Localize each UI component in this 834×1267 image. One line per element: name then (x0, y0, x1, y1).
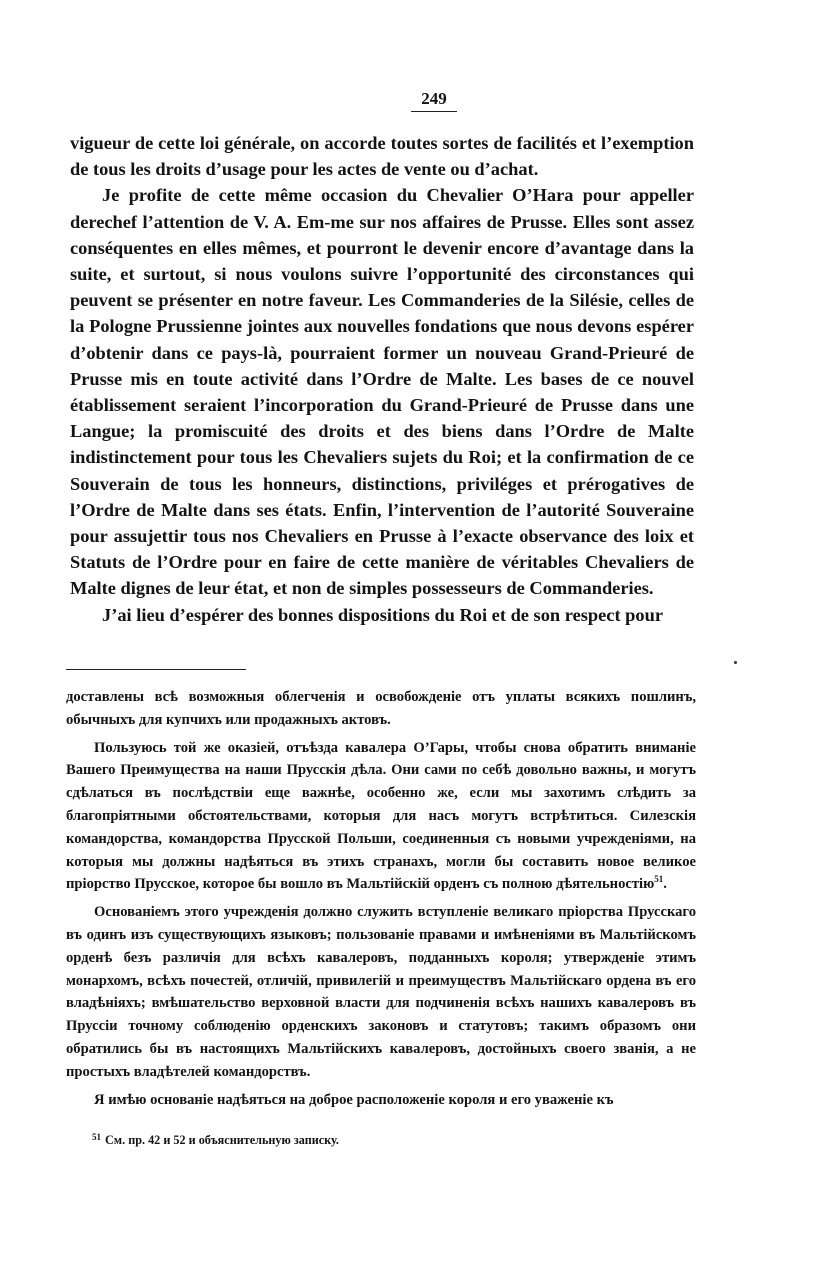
footnote-separator-rule (66, 669, 246, 670)
russian-paragraph: Пользуюсь той же оказіей, отъѣзда кавалера О’Гары, чтобы снова обратить вниманіе Вашего Преимущества на наши Прусскія дѣла. Они сами по себѣ довольно важны, и могутъ сдѣлаться въ послѣдствіи еще важнѣе, особенно же, если мы захотимъ слѣдить за благопріятными обстоятельствами, которыя для насъ могутъ встрѣтиться. Силезскія командорства, командорства Прусской Польши, соединенныя съ новыми учрежденіями, на которыя мы должны надѣяться въ этихъ странахъ, могли бы составить новое великое пріорство Прусское, которое бы вошло въ Мальтійскій орденъ съ полною дѣятельностію$^{51}$. (66, 739, 696, 893)
russian-paragraph: Основаніемъ этого учрежденія должно служить вступленіе великаго пріорства Прусскаго въ одинъ изъ существующихъ языковъ; пользованіе правами и имѣненіями въ Мальтійскомъ орденѣ безъ различія для всѣхъ кавалеровъ, подданныхъ короля; утвержденіе этимъ монархомъ, всѣхъ почестей, отличій, привилегій и преимуществъ Мальтійскаго ордена въ его владѣніяхъ; вмѣшательство верховной власти для подчиненія всѣхъ нашихъ кавалеровъ въ Пруссіи точному соблюденію орденскихъ законовъ и статутовъ; такимъ образомъ они обратились бы въ настоящихъ Мальтійскихъ кавалеровъ, достойныхъ своего званія, а не простыхъ владѣтелей командорствъ. (66, 904, 696, 1080)
footnote-mark: 51 (92, 1132, 101, 1142)
french-paragraph: vigueur de cette loi générale, on accorde toutes sortes de facilités et l’exemption de tous les droits d’usage pour les actes de vente ou d’achat. (70, 133, 694, 180)
russian-paragraph: доставлены всѣ возможныя облегченія и освобожденіе отъ уплаты всякихъ пошлинъ, обычныхъ для купчихъ или продажныхъ актовъ. (66, 689, 696, 728)
russian-paragraph: Я имѣю основаніе надѣяться на доброе расположеніе короля и его уваженіе къ (94, 1091, 614, 1108)
footnote-reference: 51 (654, 874, 664, 885)
footnote-text: См. пр. 42 и 52 и объяснительную записку. (105, 1133, 339, 1147)
scan-speck (734, 661, 737, 664)
french-paragraph: Je profite de cette même occasion du Chevalier O’Hara pour appeller derechef l’attention de V. A. Em-me sur nos affaires de Prusse. Elles sont assez conséquentes en elles mêmes, et pourront le devenir encore d’avantage dans la suite, et surtout, si nous voulons suivre l’opportunité des circonstances qui peuvent se présenter en notre faveur. Les Commanderies de la Silésie, celles de la Pologne Prussienne jointes aux nouvelles fondations que nous devons espérer d’obtenir dans ce pays-là, pourraient former un nouveau Grand-Prieuré de Prusse mis en toute activité dans l’Ordre de Malte. Les bases de ce nouvel établissement seraient l’incorporation du Grand-Prieuré de Prusse dans une Langue; la promiscuité des droits et des biens dans l’Ordre de Malte indistinctement pour tous les Chevaliers sujets du Roi; et la confirmation de ce Souverain de tous les honneurs, distinctions, priviléges et prérogatives de l’Ordre de Malte dans ses états. Enfin, l’intervention de l’autorité Souveraine pour assujettir tous nos Chevaliers en Prusse à l’exacte observance des loix et Statuts de l’Ordre pour en faire de cette manière de véritables Chevaliers de Malte dignes de leur état, et non de simples possesseurs de Commanderies. (70, 185, 694, 599)
french-paragraph: J’ai lieu d’espérer des bonnes dispositions du Roi et de son respect pour (102, 604, 663, 625)
page-number: 249 (411, 88, 457, 112)
russian-paragraph-text: Пользуюсь той же оказіей, отъѣзда кавалера О’Гары, чтобы снова обратить вниманіе Вашего Преимущества на наши Прусскія дѣла. Они сами по себѣ довольно важны, и могутъ сдѣлаться въ послѣдствіи еще важнѣе, особенно же, если мы захотимъ слѣдить за благопріятными обстоятельствами, которыя для насъ могутъ встрѣтиться. Силезскія командорства, командорства Прусской Польши, соединенныя съ новыми учрежденіями, на которыя мы должны надѣяться въ этихъ странахъ, могли бы составить новое великое пріорство Прусское, которое бы вошло въ Мальтійскій орденъ съ полною дѣятельностію (66, 739, 696, 893)
russian-translation-block (66, 686, 696, 1111)
french-text-block (70, 130, 694, 628)
footnote (92, 1129, 692, 1148)
page-header (0, 88, 834, 112)
